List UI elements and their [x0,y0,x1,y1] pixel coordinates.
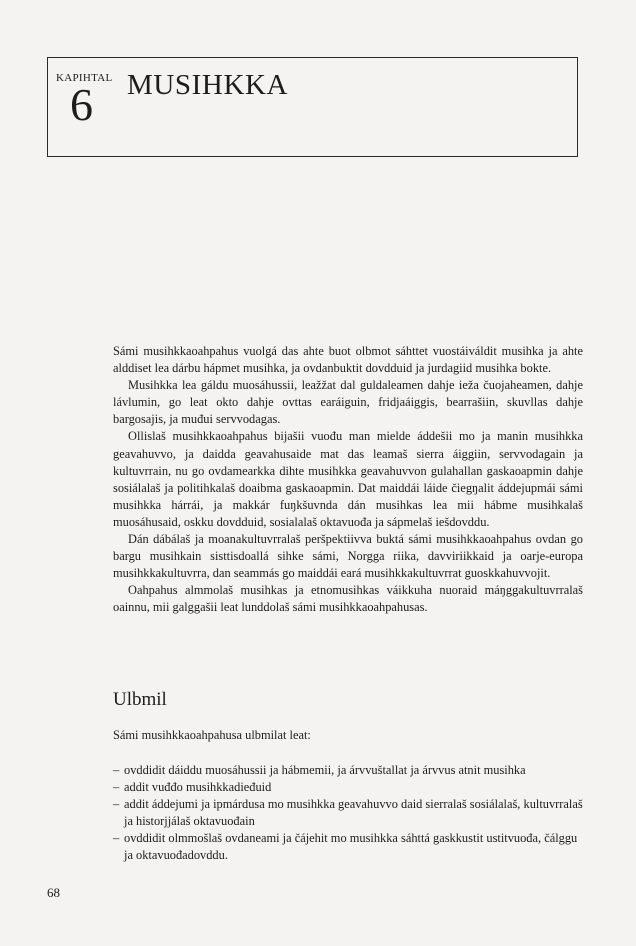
list-item: – addit vuđđo musihkkadieđuid [113,779,583,796]
list-item: – ovddidit dáiddu muosáhussii ja hábmemii, ja árvvuštallat ja árvvus atnit musihka [113,762,583,779]
list-item: – ovddidit olmmošlaš ovdaneami ja čájehit mo musihkka sáhttá gaskkustit ustitvuođa, čálggu ja oktavuođadovddu. [113,830,583,864]
chapter-label: KAPIHTAL [56,72,113,84]
goals-list [113,762,583,865]
body-text [113,343,583,617]
chapter-number: 6 [70,79,93,130]
paragraph-1: Sámi musihkkaoahpahus vuolgá das ahte buot olbmot sáhttet vuostáiváldit musihka ja ahte alddiset lea dárbu hápmet musihka, ja ovdanbuktit dovdduid ja jurdagiid musihka bokte. [113,344,583,376]
chapter-header-box [47,57,578,157]
page-number: 68 [47,885,60,900]
paragraph-3: Ollislaš musihkkaoahpahus bijašii vuođu man mielde áddešii mo ja manin musihkka geavahuvvo, ja daidda geavahusaide mat das leamaš sierra áiggiin, servvodagain ja kultuvrrain, nu go ovdamearkka dihte musihkka geavahuvvon gulahallan gaskaoapmin dahje sosiálalaš ja politihkalaš doaibma gaskaoapmin. Dat maiddái láide čiegŋalit áddejupmái sámi musihkka hárrái, ja makkár fuŋkšuvnda dán musihkas lea mii hábme musihkalaš muosáhusaid, oskku dovdduid, sosialalaš oktavuođa ja sápmelaš iešdovddu. [113,429,583,529]
chapter-title: MUSIHKKA [127,69,289,101]
paragraph-5: Oahpahus almmolaš musihkas ja etnomusihkas váikkuha nuoraid máŋggakultuvrralaš oainnu, mii galggašii leat lunddolaš sámi musihkkaoahpahusas. [113,583,583,615]
paragraph-2: Musihkka lea gáldu muosáhussii, leažžat dal guldaleamen dahje ieža čuojaheamen, dahje lávlumin, go leat okto dahje ovttas earáiguin, fridjaáiggis, bearrašiin, skuvllas dahje bargosajis, ja muđui servvodagas. [113,378,583,427]
section-heading: Ulbmil [113,689,167,710]
list-item: – addit áddejumi ja ipmárdusa mo musihkka geavahuvvo daid sierralaš sosiálalaš, kultuvrralaš ja historjjálaš oktavuođain [113,796,583,830]
paragraph-4: Dán dábálaš ja moanakultuvrralaš peršpektiivva buktá sámi musihkkaoahpahus ovdan go bargu musihkain sisttisdoallá sihke sámi, Norgga riika, davviriikkaid ja oarje-europa musihkkakultuvrra, dan seammás go maiddái eará musihkkakultuvrrat guoskkahuvvojit. [113,532,583,581]
list-intro: Sámi musihkkaoahpahusa ulbmilat leat: [113,728,311,742]
